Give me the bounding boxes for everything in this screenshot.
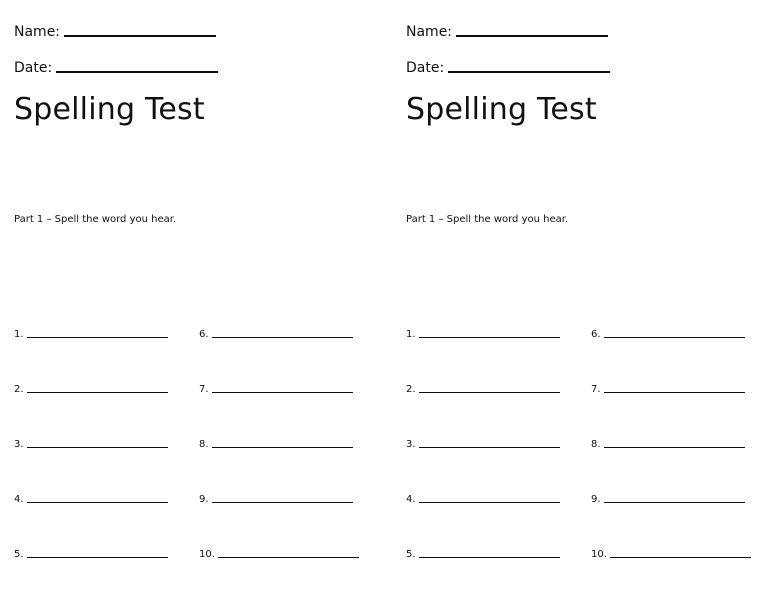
answer-item — [591, 485, 745, 505]
name-label: Name: — [14, 24, 61, 40]
answer-item — [199, 485, 353, 505]
answer-item — [199, 430, 353, 450]
date-blank-line — [56, 71, 218, 73]
answer-blank-line — [419, 392, 560, 393]
worksheet-title: Spelling Test — [14, 92, 205, 127]
answer-blank-line — [212, 447, 353, 448]
answer-item — [591, 430, 745, 450]
answer-blank-line — [27, 337, 168, 338]
date-label: Date: — [406, 60, 445, 76]
name-label: Name: — [406, 24, 453, 40]
answer-number: 5. — [406, 549, 416, 560]
answer-number: 3. — [406, 439, 416, 450]
answer-blank-line — [604, 502, 745, 503]
worksheet-right — [392, 0, 768, 594]
name-blank-line — [64, 35, 216, 37]
answer-number: 7. — [199, 384, 209, 395]
name-field — [406, 18, 608, 40]
answer-number: 9. — [591, 494, 601, 505]
name-field — [14, 18, 216, 40]
answer-number: 6. — [199, 329, 209, 340]
worksheet-title: Spelling Test — [406, 92, 597, 127]
answer-list — [14, 320, 374, 570]
answer-number: 8. — [199, 439, 209, 450]
part1-instructions: Part 1 – Spell the word you hear. — [406, 214, 569, 225]
answer-blank-line — [27, 557, 168, 558]
answer-blank-line — [419, 502, 560, 503]
answer-blank-line — [604, 447, 745, 448]
answer-item — [14, 320, 168, 340]
answer-blank-line — [419, 337, 560, 338]
answer-number: 5. — [14, 549, 24, 560]
answer-item — [14, 485, 168, 505]
answer-number: 9. — [199, 494, 209, 505]
answer-number: 3. — [14, 439, 24, 450]
date-field — [406, 54, 610, 76]
answer-blank-line — [27, 447, 168, 448]
answer-blank-line — [419, 557, 560, 558]
answer-number: 1. — [14, 329, 24, 340]
answer-blank-line — [604, 392, 745, 393]
date-label: Date: — [14, 60, 53, 76]
answer-number: 4. — [14, 494, 24, 505]
answer-number: 1. — [406, 329, 416, 340]
answer-item — [406, 540, 560, 560]
answer-number: 10. — [591, 549, 607, 560]
answer-blank-line — [27, 502, 168, 503]
answer-item — [14, 540, 168, 560]
answer-item — [591, 320, 745, 340]
answer-blank-line — [27, 392, 168, 393]
part1-instructions: Part 1 – Spell the word you hear. — [14, 214, 177, 225]
answer-item — [406, 485, 560, 505]
answer-item — [14, 430, 168, 450]
answer-number: 10. — [199, 549, 215, 560]
answer-blank-line — [604, 337, 745, 338]
answer-item — [406, 320, 560, 340]
answer-blank-line — [212, 392, 353, 393]
date-blank-line — [448, 71, 610, 73]
answer-blank-line — [212, 337, 353, 338]
answer-item — [14, 375, 168, 395]
answer-number: 6. — [591, 329, 601, 340]
answer-item — [199, 540, 359, 560]
answer-number: 7. — [591, 384, 601, 395]
answer-blank-line — [419, 447, 560, 448]
answer-blank-line — [610, 557, 751, 558]
date-field — [14, 54, 218, 76]
answer-blank-line — [212, 502, 353, 503]
answer-number: 8. — [591, 439, 601, 450]
answer-item — [406, 430, 560, 450]
answer-item — [591, 375, 745, 395]
answer-blank-line — [218, 557, 359, 558]
answer-item — [406, 375, 560, 395]
name-blank-line — [456, 35, 608, 37]
answer-number: 4. — [406, 494, 416, 505]
answer-number: 2. — [14, 384, 24, 395]
answer-number: 2. — [406, 384, 416, 395]
answer-list — [406, 320, 766, 570]
answer-item — [199, 320, 353, 340]
answer-item — [199, 375, 353, 395]
answer-item — [591, 540, 751, 560]
